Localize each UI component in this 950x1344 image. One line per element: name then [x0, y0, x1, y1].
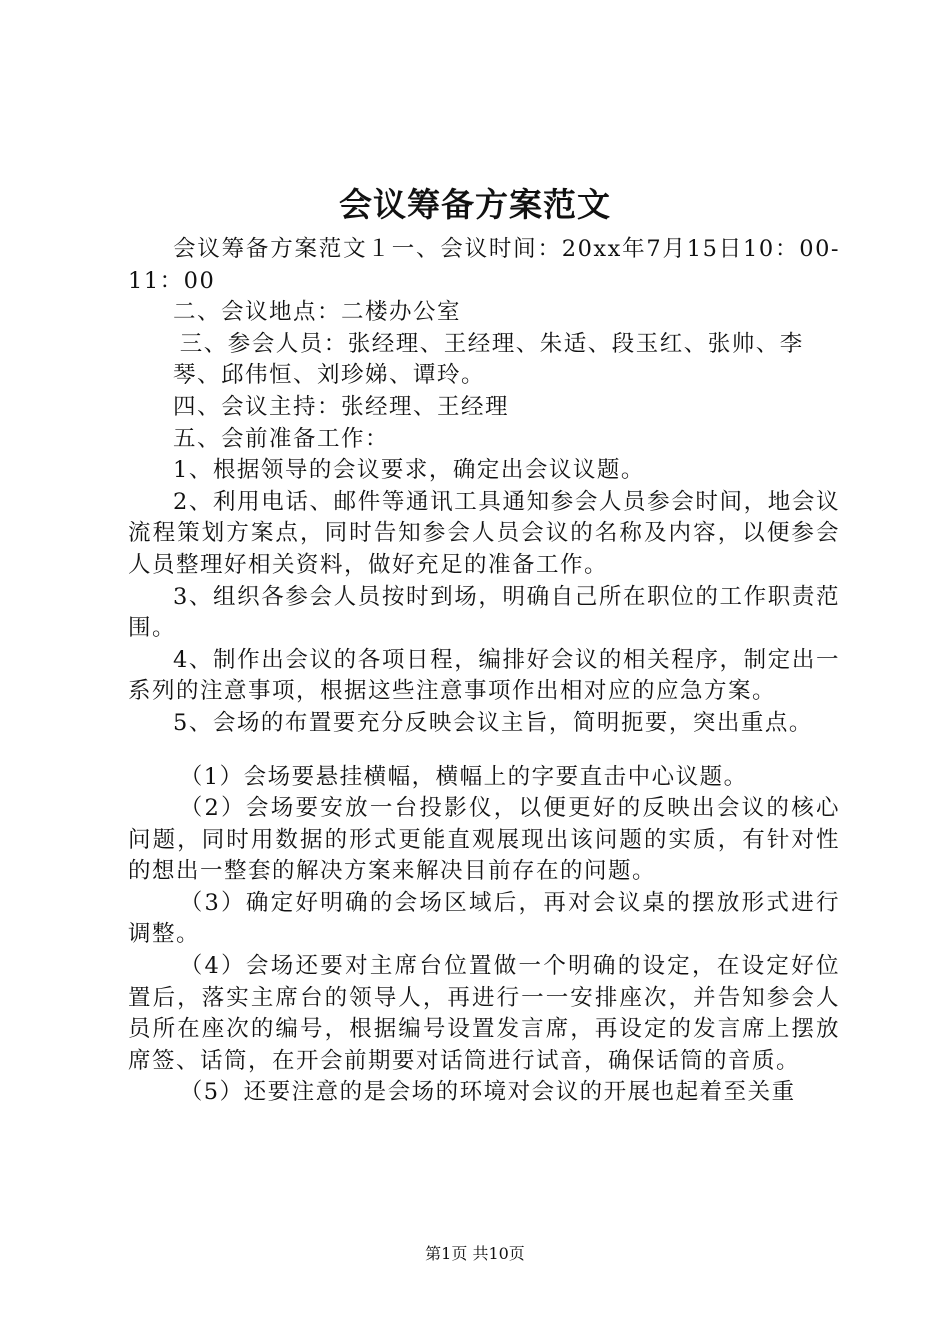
paragraph-meeting-time: 会议筹备方案范文１一、会议时间：20xx年7月15日10：00-11：00: [128, 236, 840, 294]
paragraph-subitem-4: （4）会场还要对主席台位置做一个明确的设定，在设定好位置后，落实主席台的领导人，再进行一一安排座次，并告知参会人员所在座次的编号，根据编号设置发言席，再设定的发言席上摆放席签、话筒，在开会前期要对话筒进行试音，确保话筒的音质。: [128, 953, 840, 1074]
paragraph-attendees: 三、参会人员：张经理、王经理、朱适、段玉红、张帅、李: [179, 330, 804, 357]
paragraph-subitem-2: （2）会场要安放一台投影仪，以便更好的反映出会议的核心问题，同时用数据的形式更能直观展现出该问题的实质，有针对性的想出一整套的解决方案来解决目前存在的问题。: [128, 795, 840, 885]
paragraph-item-3: 3、组织各参会人员按时到场，明确自己所在职位的工作职责范围。: [128, 583, 840, 642]
paragraph-subitem-3: （3）确定好明确的会场区域后，再对会议桌的摆放形式进行调整。: [128, 889, 840, 948]
paragraph-item-5: 5、会场的布置要充分反映会议主旨，简明扼要，突出重点。: [173, 709, 813, 736]
paragraph-subitem-1: （1）会场要悬挂横幅，横幅上的字要直击中心议题。: [179, 763, 748, 790]
paragraph-item-2: 2、利用电话、邮件等通讯工具通知参会人员参会时间，地会议流程策划方案点，同时告知参会人员会议的名称及内容，以便参会人员整理好相关资料，做好充足的准备工作。: [128, 488, 840, 578]
paragraph-preparation-heading: 五、会前准备工作：: [173, 425, 390, 452]
page-footer: 第1页 共10页: [425, 1244, 525, 1263]
paragraph-meeting-location: 二、会议地点：二楼办公室: [173, 299, 462, 326]
paragraph-item-4: 4、制作出会议的各项日程，编排好会议的相关程序，制定出一系列的注意事项，根据这些注意事项作出相对应的应急方案。: [128, 646, 840, 705]
paragraph-subitem-5: （5）还要注意的是会场的环境对会议的开展也起着至关重: [179, 1079, 796, 1106]
document-body: [128, 234, 840, 1109]
paragraph-meeting-host: 四、会议主持：张经理、王经理: [173, 393, 510, 420]
document-title: 会议筹备方案范文: [339, 185, 611, 224]
paragraph-attendees-continued: 琴、邱伟恒、刘珍娣、谭玲。: [173, 362, 486, 389]
paragraph-item-1: 1、根据领导的会议要求，确定出会议议题。: [173, 457, 645, 484]
